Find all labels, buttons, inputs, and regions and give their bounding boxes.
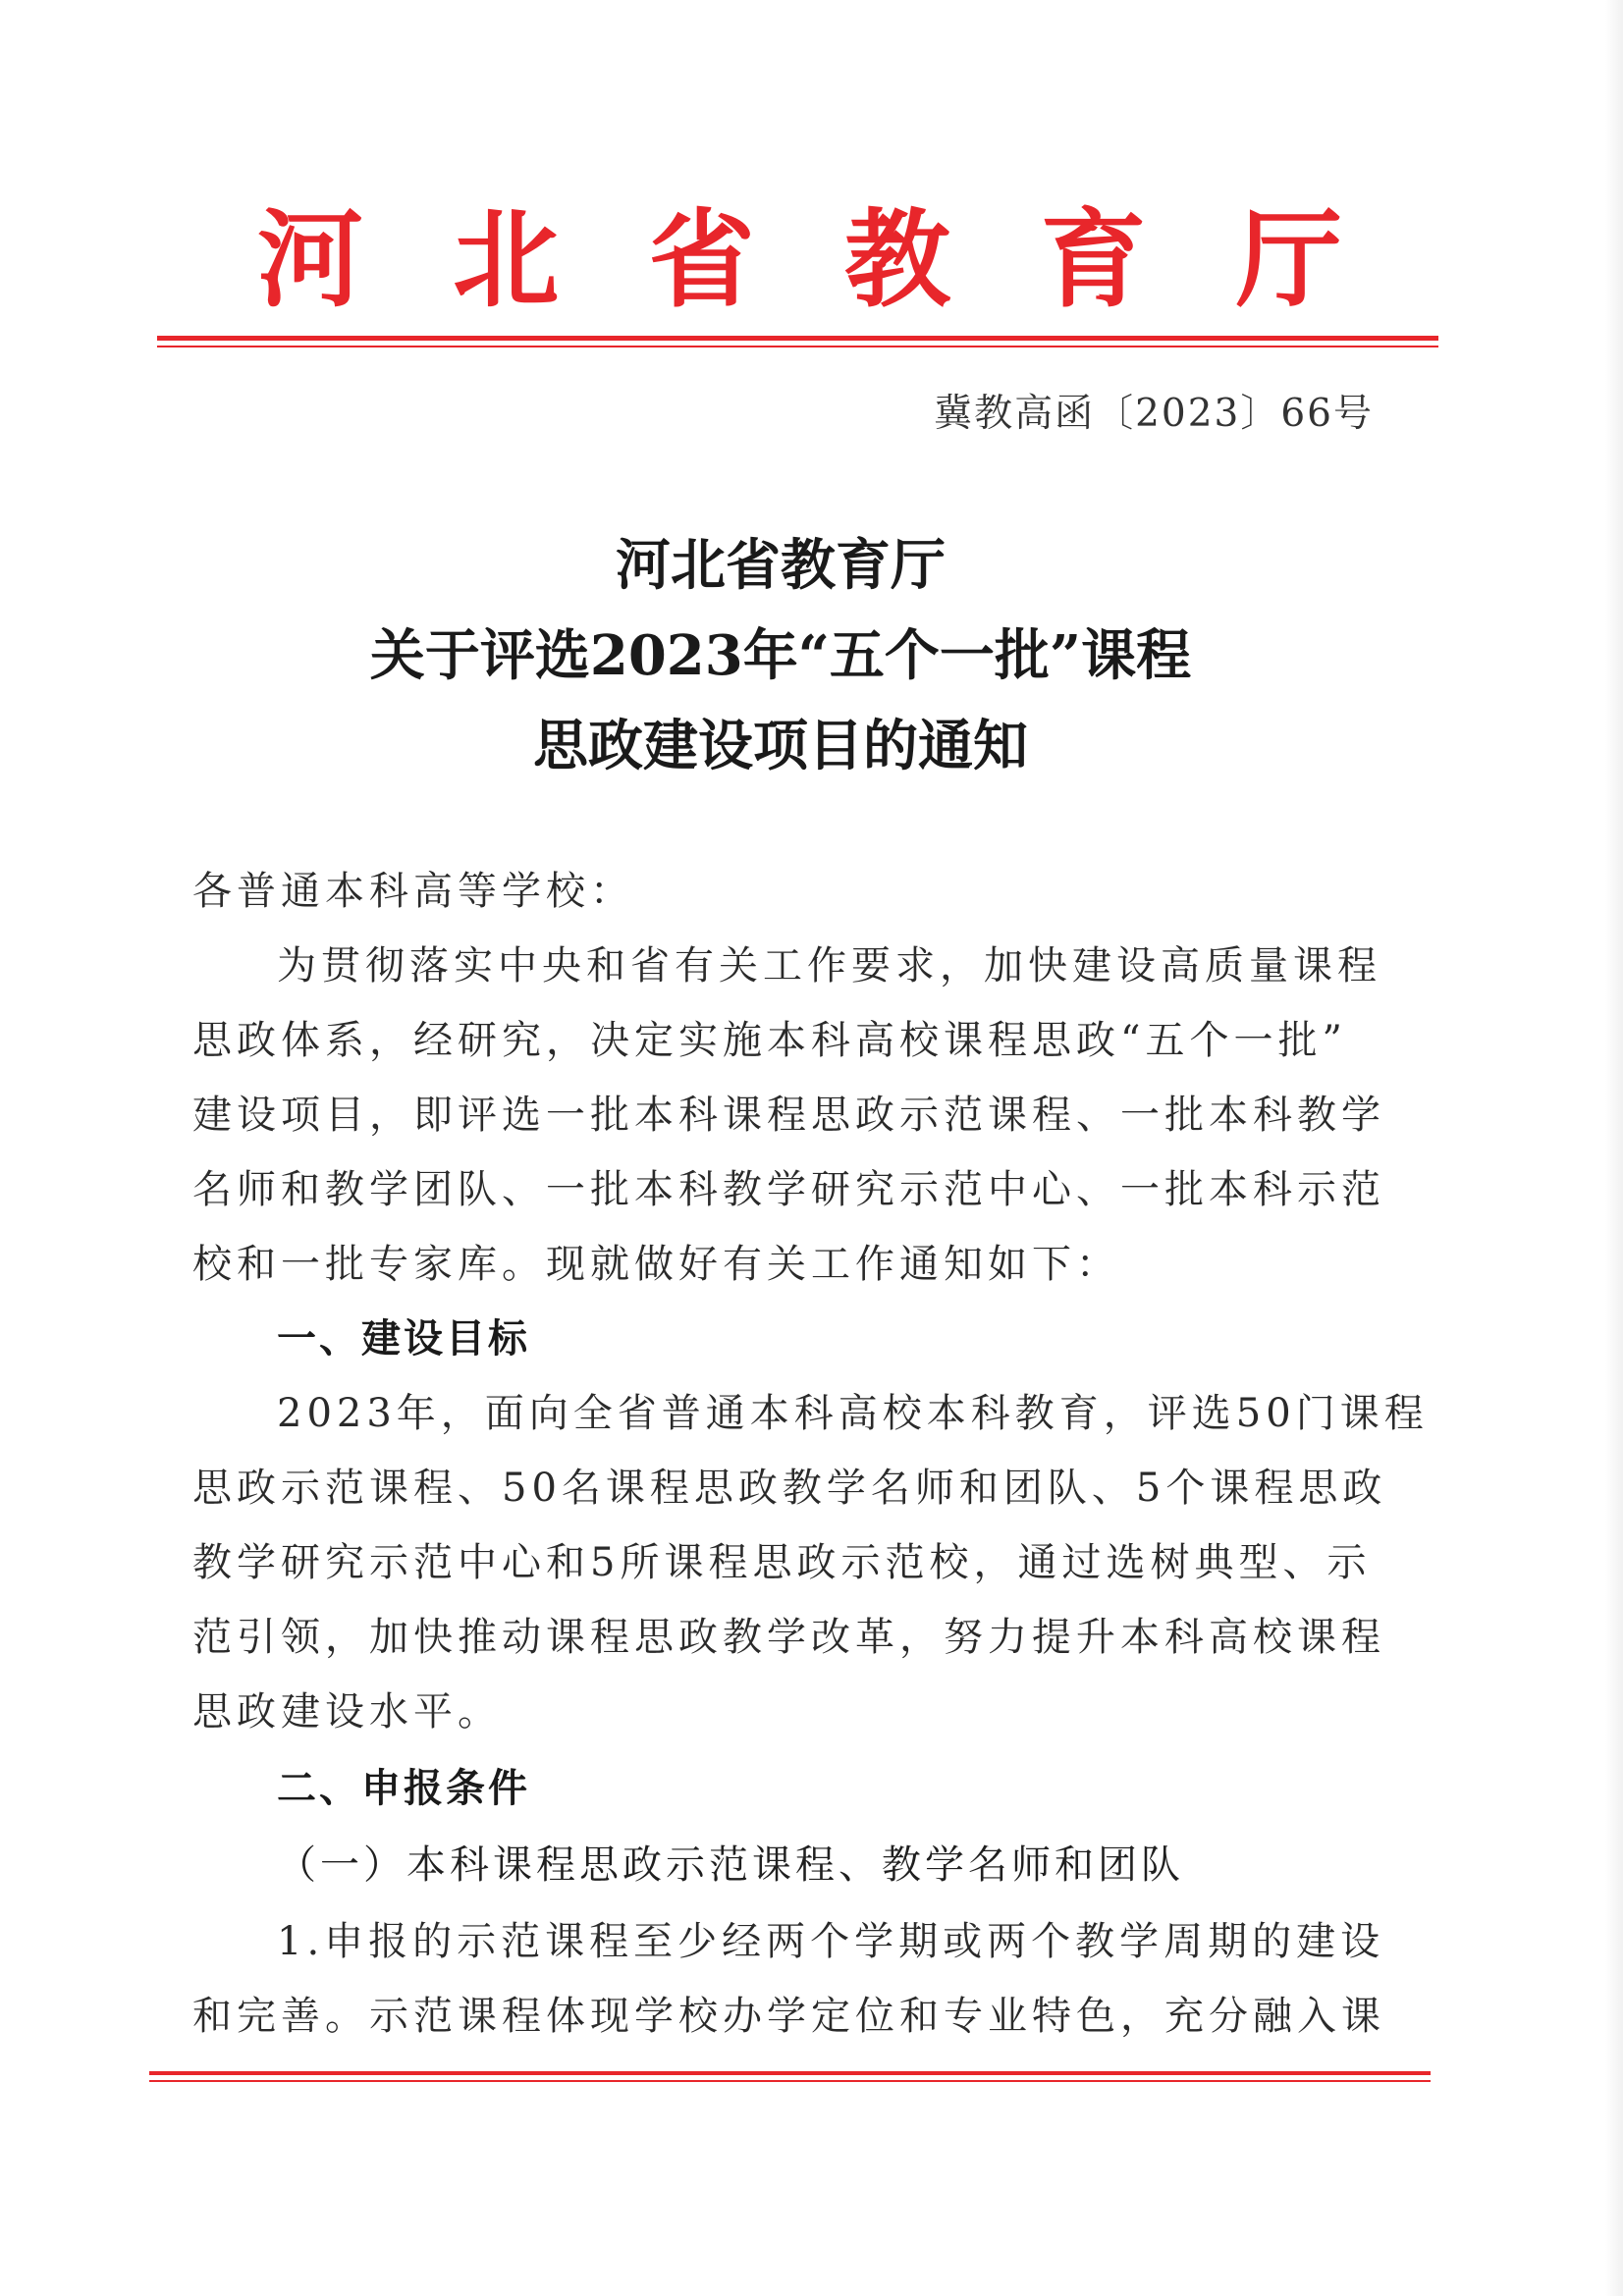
paragraph-line: 2023年，面向全省普通本科高校本科教育，评选50门课程: [277, 1391, 1429, 1436]
paragraph-line: 思政示范课程、50名课程思政教学名师和团队、5个课程思政: [192, 1466, 1387, 1511]
footer-rule-thick: [149, 2071, 1431, 2075]
document-title: [157, 520, 1404, 791]
salutation: 各普通本科高等学校：: [192, 869, 634, 914]
paragraph-line: 建设项目，即评选一批本科课程思政示范课程、一批本科教学: [192, 1093, 1385, 1138]
letterhead-char: 北: [453, 198, 560, 322]
paragraph-line: 思政体系，经研究，决定实施本科高校课程思政“五个一批”: [192, 1018, 1347, 1063]
paragraph-line: 思政建设水平。: [192, 1689, 502, 1735]
letterhead-rule-thick: [157, 336, 1438, 341]
letterhead-char: 育: [1040, 198, 1147, 322]
letterhead-char: 省: [648, 198, 755, 322]
title-line: 河北省教育厅: [616, 533, 946, 598]
title-line: 关于评选2023年“五个一批”课程: [369, 623, 1192, 688]
subsection-heading: （一）本科课程思政示范课程、教学名师和团队: [277, 1842, 1184, 1888]
letterhead-char: 厅: [1235, 198, 1342, 322]
title-line: 思政建设项目的通知: [533, 714, 1028, 778]
paragraph-line: 为贯彻落实中央和省有关工作要求，加快建设高质量课程: [277, 943, 1381, 988]
section-heading: 二、申报条件: [277, 1766, 530, 1811]
letterhead-rule-thin: [157, 346, 1438, 347]
paragraph-line: 校和一批专家库。现就做好有关工作通知如下：: [192, 1242, 1120, 1287]
letterhead-char: 教: [844, 198, 951, 322]
paragraph-line: 教学研究示范中心和5所课程思政示范校，通过选树典型、示: [192, 1540, 1372, 1585]
paragraph-line: 范引领，加快推动课程思政教学改革，努力提升本科高校课程: [192, 1615, 1385, 1660]
letterhead-char: 河: [257, 198, 364, 322]
paragraph-line: 名师和教学团队、一批本科教学研究示范中心、一批本科示范: [192, 1167, 1385, 1212]
paragraph-line: 和完善。示范课程体现学校办学定位和专业特色，充分融入课: [192, 1994, 1385, 2039]
page-edge-shadow: [1605, 0, 1623, 2296]
letterhead: [257, 198, 1342, 322]
document-number: 冀教高函〔2023〕66号: [934, 392, 1374, 436]
section-heading: 一、建设目标: [277, 1316, 530, 1362]
paragraph-line: 1.申报的示范课程至少经两个学期或两个教学周期的建设: [277, 1919, 1385, 1964]
footer-rule-thin: [149, 2080, 1431, 2082]
